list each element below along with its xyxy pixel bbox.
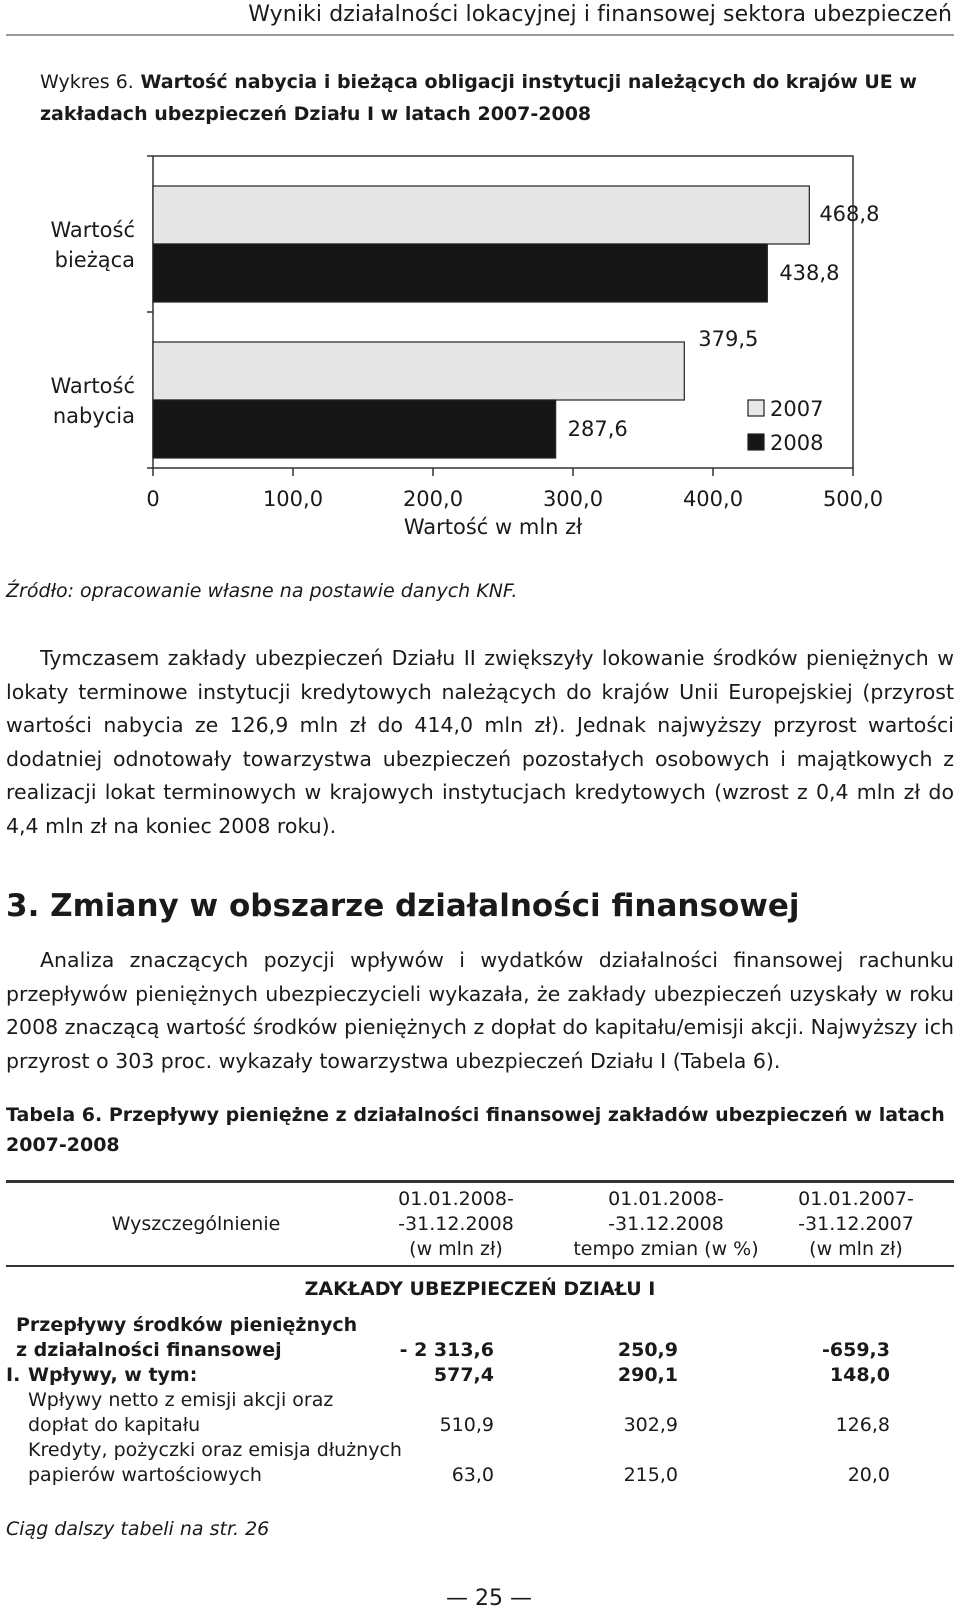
bar-chart xyxy=(0,150,920,550)
table-header-rule xyxy=(6,1265,954,1267)
table-caption-text: Przepływy pieniężne z działalności finansowej zakładów ubezpieczeń w latach 2007-2008 xyxy=(6,1104,945,1156)
table-header-col2-line1: 01.01.2008- xyxy=(608,1188,724,1210)
table-group-heading: ZAKŁADY UBEZPIECZEŃ DZIAŁU I xyxy=(304,1278,656,1300)
table-cell-value: 20,0 xyxy=(847,1464,890,1486)
table-row-label: Wpływy, w tym: xyxy=(28,1364,198,1386)
table-cell-value: 577,4 xyxy=(433,1364,494,1386)
bar-2008 xyxy=(153,244,767,302)
table-cell-value: -659,3 xyxy=(822,1339,890,1361)
x-tick-label: 400,0 xyxy=(682,487,744,511)
table-row-label: Przepływy środków pieniężnych xyxy=(16,1314,358,1336)
table-continuation-note: Ciąg dalszy tabeli na str. 26 xyxy=(6,1518,270,1540)
page-number: — 25 — xyxy=(446,1586,532,1611)
body-paragraph-1: Tymczasem zakłady ubezpieczeń Działu II zwiększyły lokowanie środków pieniężnych w lokaty terminowe instytucji kredytowych należących do krajów Unii Europejskiej (przyrost wartości nabycia ze 126,9 mln zł do 414,0 mln zł). Jednak najwyższy przyrost wartości dodatniej odnotowały towarzystwa ubezpieczeń pozostałych osobowych i majątkowych z realizacji lokat terminowych w krajowych instytucjach kredytowych (wzrost z 0,4 mln zł do 4,4 mln zł na koniec 2008 roku). xyxy=(6,646,954,838)
x-tick-label: 300,0 xyxy=(542,487,604,511)
body-paragraph-2: Analiza znaczących pozycji wpływów i wydatków działalności finansowej rachunku przepływów pieniężnych ubezpieczycieli wykazała, że zakłady ubezpieczeń uzyskały w roku 2008 znaczącą wartość środków pieniężnych z dopłat do kapitału/emisji akcji. Najwyższy ich przyrost o 303 proc. wykazały towarzystwa ubezpieczeń Działu I (Tabela 6). xyxy=(6,948,954,1073)
category-label: nabycia xyxy=(52,404,135,428)
table-cell-value: 148,0 xyxy=(829,1364,890,1386)
figure-caption xyxy=(40,66,930,130)
figure-source: Źródło: opracowanie własne na postawie danych KNF. xyxy=(6,580,518,602)
x-tick-label: 500,0 xyxy=(822,487,884,511)
table-caption xyxy=(6,1100,954,1160)
table-header-col1-line3: (w mln zł) xyxy=(409,1238,503,1260)
table-cell-value: - 2 313,6 xyxy=(399,1339,494,1361)
bar-2007 xyxy=(153,342,684,400)
table-header-col1-line2: -31.12.2008 xyxy=(398,1213,514,1235)
header-divider xyxy=(6,34,954,36)
bar-data-label: 468,8 xyxy=(819,202,880,226)
table-label: Tabela 6. xyxy=(6,1104,103,1126)
bar-data-label: 379,5 xyxy=(698,327,759,351)
bar-data-label: 438,8 xyxy=(779,261,840,285)
cashflow-table xyxy=(6,1180,954,1490)
section-heading: 3. Zmiany w obszarze działalności finansowej xyxy=(6,888,800,924)
table-header-col3-line1: 01.01.2007- xyxy=(798,1188,914,1210)
table-cell-value: 302,9 xyxy=(623,1414,678,1436)
figure-label: Wykres 6. xyxy=(40,71,134,93)
table-row-label: dopłat do kapitału xyxy=(28,1414,201,1436)
table-row-label: Kredyty, pożyczki oraz emisja dłużnych xyxy=(28,1439,402,1461)
table-header-col2-line2: -31.12.2008 xyxy=(608,1213,724,1235)
bar-2007 xyxy=(153,186,809,244)
table-row-label: Wpływy netto z emisji akcji oraz xyxy=(28,1389,334,1411)
x-tick-label: 100,0 xyxy=(262,487,324,511)
table-cell-value: 250,9 xyxy=(617,1339,678,1361)
bar-data-label: 287,6 xyxy=(567,417,628,441)
table-top-rule xyxy=(6,1180,954,1183)
table-cell-value: 510,9 xyxy=(439,1414,494,1436)
table-row-label: papierów wartościowych xyxy=(28,1464,262,1486)
category-label: Wartość xyxy=(50,218,135,242)
bar-2008 xyxy=(153,400,556,458)
table-header-col1-line1: 01.01.2008- xyxy=(398,1188,514,1210)
legend-swatch-2008 xyxy=(748,434,764,450)
table-header-description: Wyszczególnienie xyxy=(111,1213,281,1235)
legend-swatch-2007 xyxy=(748,400,764,416)
x-axis-title: Wartość w mln zł xyxy=(403,515,583,539)
figure-caption-text: Wartość nabycia i bieżąca obligacji instytucji należących do krajów UE w zakładach ubezpieczeń Działu I w latach 2007-2008 xyxy=(40,71,917,125)
table-header-col3-line2: -31.12.2007 xyxy=(798,1213,914,1235)
category-label: Wartość xyxy=(50,374,135,398)
x-tick-label: 0 xyxy=(146,487,160,511)
category-label: bieżąca xyxy=(54,248,135,272)
table-row-label: z działalności finansowej xyxy=(16,1339,282,1361)
table-header-col3-line3: (w mln zł) xyxy=(809,1238,903,1260)
x-tick-label: 200,0 xyxy=(402,487,464,511)
table-cell-value: 126,8 xyxy=(835,1414,890,1436)
table-row-prefix: I. xyxy=(6,1364,21,1386)
legend-label: 2008 xyxy=(770,431,824,455)
table-cell-value: 63,0 xyxy=(451,1464,494,1486)
table-cell-value: 290,1 xyxy=(617,1364,678,1386)
running-header: Wyniki działalności lokacyjnej i finansowej sektora ubezpieczeń xyxy=(248,2,952,27)
legend-label: 2007 xyxy=(770,397,824,421)
table-cell-value: 215,0 xyxy=(623,1464,678,1486)
table-header-col2-line3: tempo zmian (w %) xyxy=(573,1238,759,1260)
